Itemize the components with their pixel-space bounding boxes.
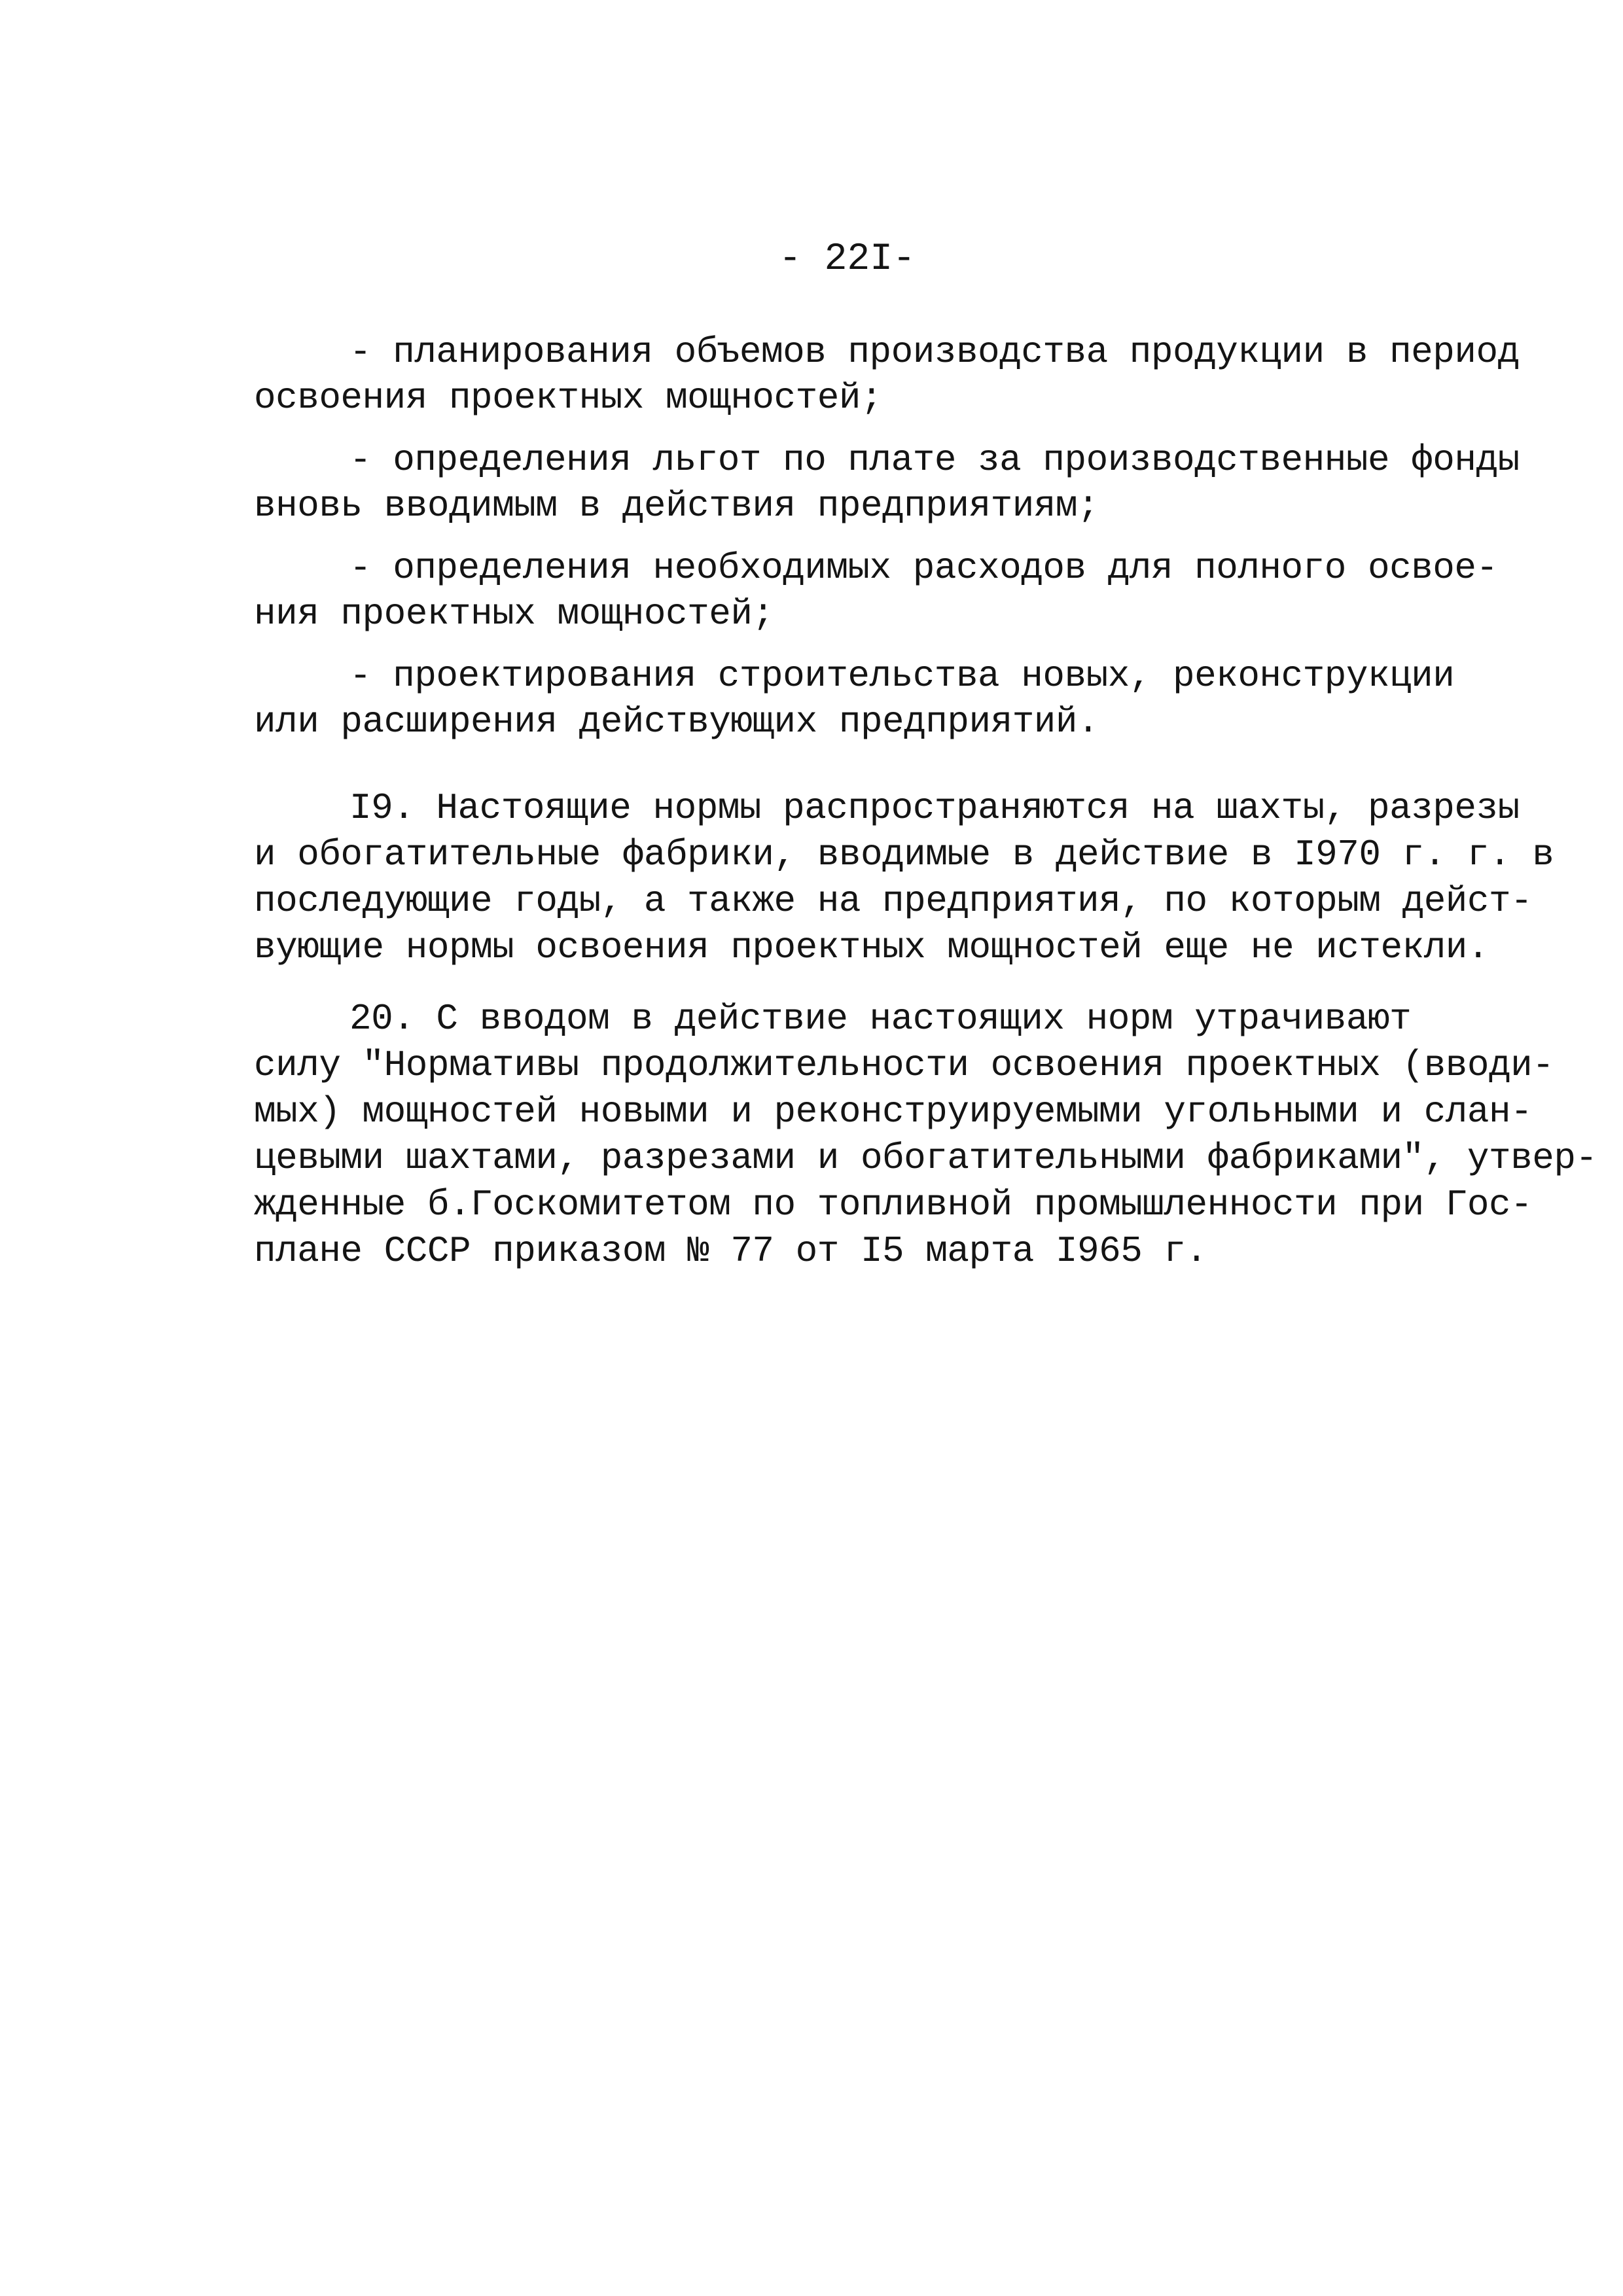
clause-19-line-2: и обогатительные фабрики, вводимые в действие в I970 г. г. в — [254, 834, 1554, 875]
clause-20-line-4: цевыми шахтами, разрезами и обогатительными фабриками", утвер- — [254, 1137, 1597, 1179]
clause-19-line-4: вующие нормы освоения проектных мощностей еще не истекли. — [254, 927, 1489, 968]
item-design-line-2: или расширения действующих предприятий. — [254, 701, 1099, 743]
clause-20-line-2: силу "Нормативы продолжительности освоения проектных (вводи- — [254, 1044, 1554, 1086]
clause-19-line-1: I9. Настоящие нормы распространяются на шахты, разрезы — [349, 787, 1520, 829]
item-design-line-1: - проектирования строительства новых, реконструкции — [349, 655, 1455, 697]
clause-20-line-6: плане СССР приказом № 77 от I5 марта I965 г. — [254, 1230, 1207, 1272]
clause-20-line-5: жденные б.Госкомитетом по топливной промышленности при Гос- — [254, 1184, 1533, 1226]
item-benefits-line-2: вновь вводимым в действия предприятиям; — [254, 485, 1099, 527]
item-expenses-line-1: - определения необходимых расходов для полного освое- — [349, 547, 1498, 589]
item-planning-line-2: освоения проектных мощностей; — [254, 377, 883, 419]
item-expenses-line-2: ния проектных мощностей; — [254, 593, 774, 635]
item-benefits-line-1: - определения льгот по плате за производственные фонды — [349, 439, 1520, 481]
item-planning-line-1: - планирования объемов производства продукции в период — [349, 331, 1520, 373]
page-number: - 22I- — [779, 238, 916, 281]
clause-20-line-3: мых) мощностей новыми и реконструируемыми угольными и слан- — [254, 1091, 1533, 1133]
clause-20-line-1: 20. С вводом в действие настоящих норм утрачивают — [349, 998, 1412, 1040]
clause-19-line-3: последующие годы, а также на предприятия, по которым дейст- — [254, 880, 1533, 922]
